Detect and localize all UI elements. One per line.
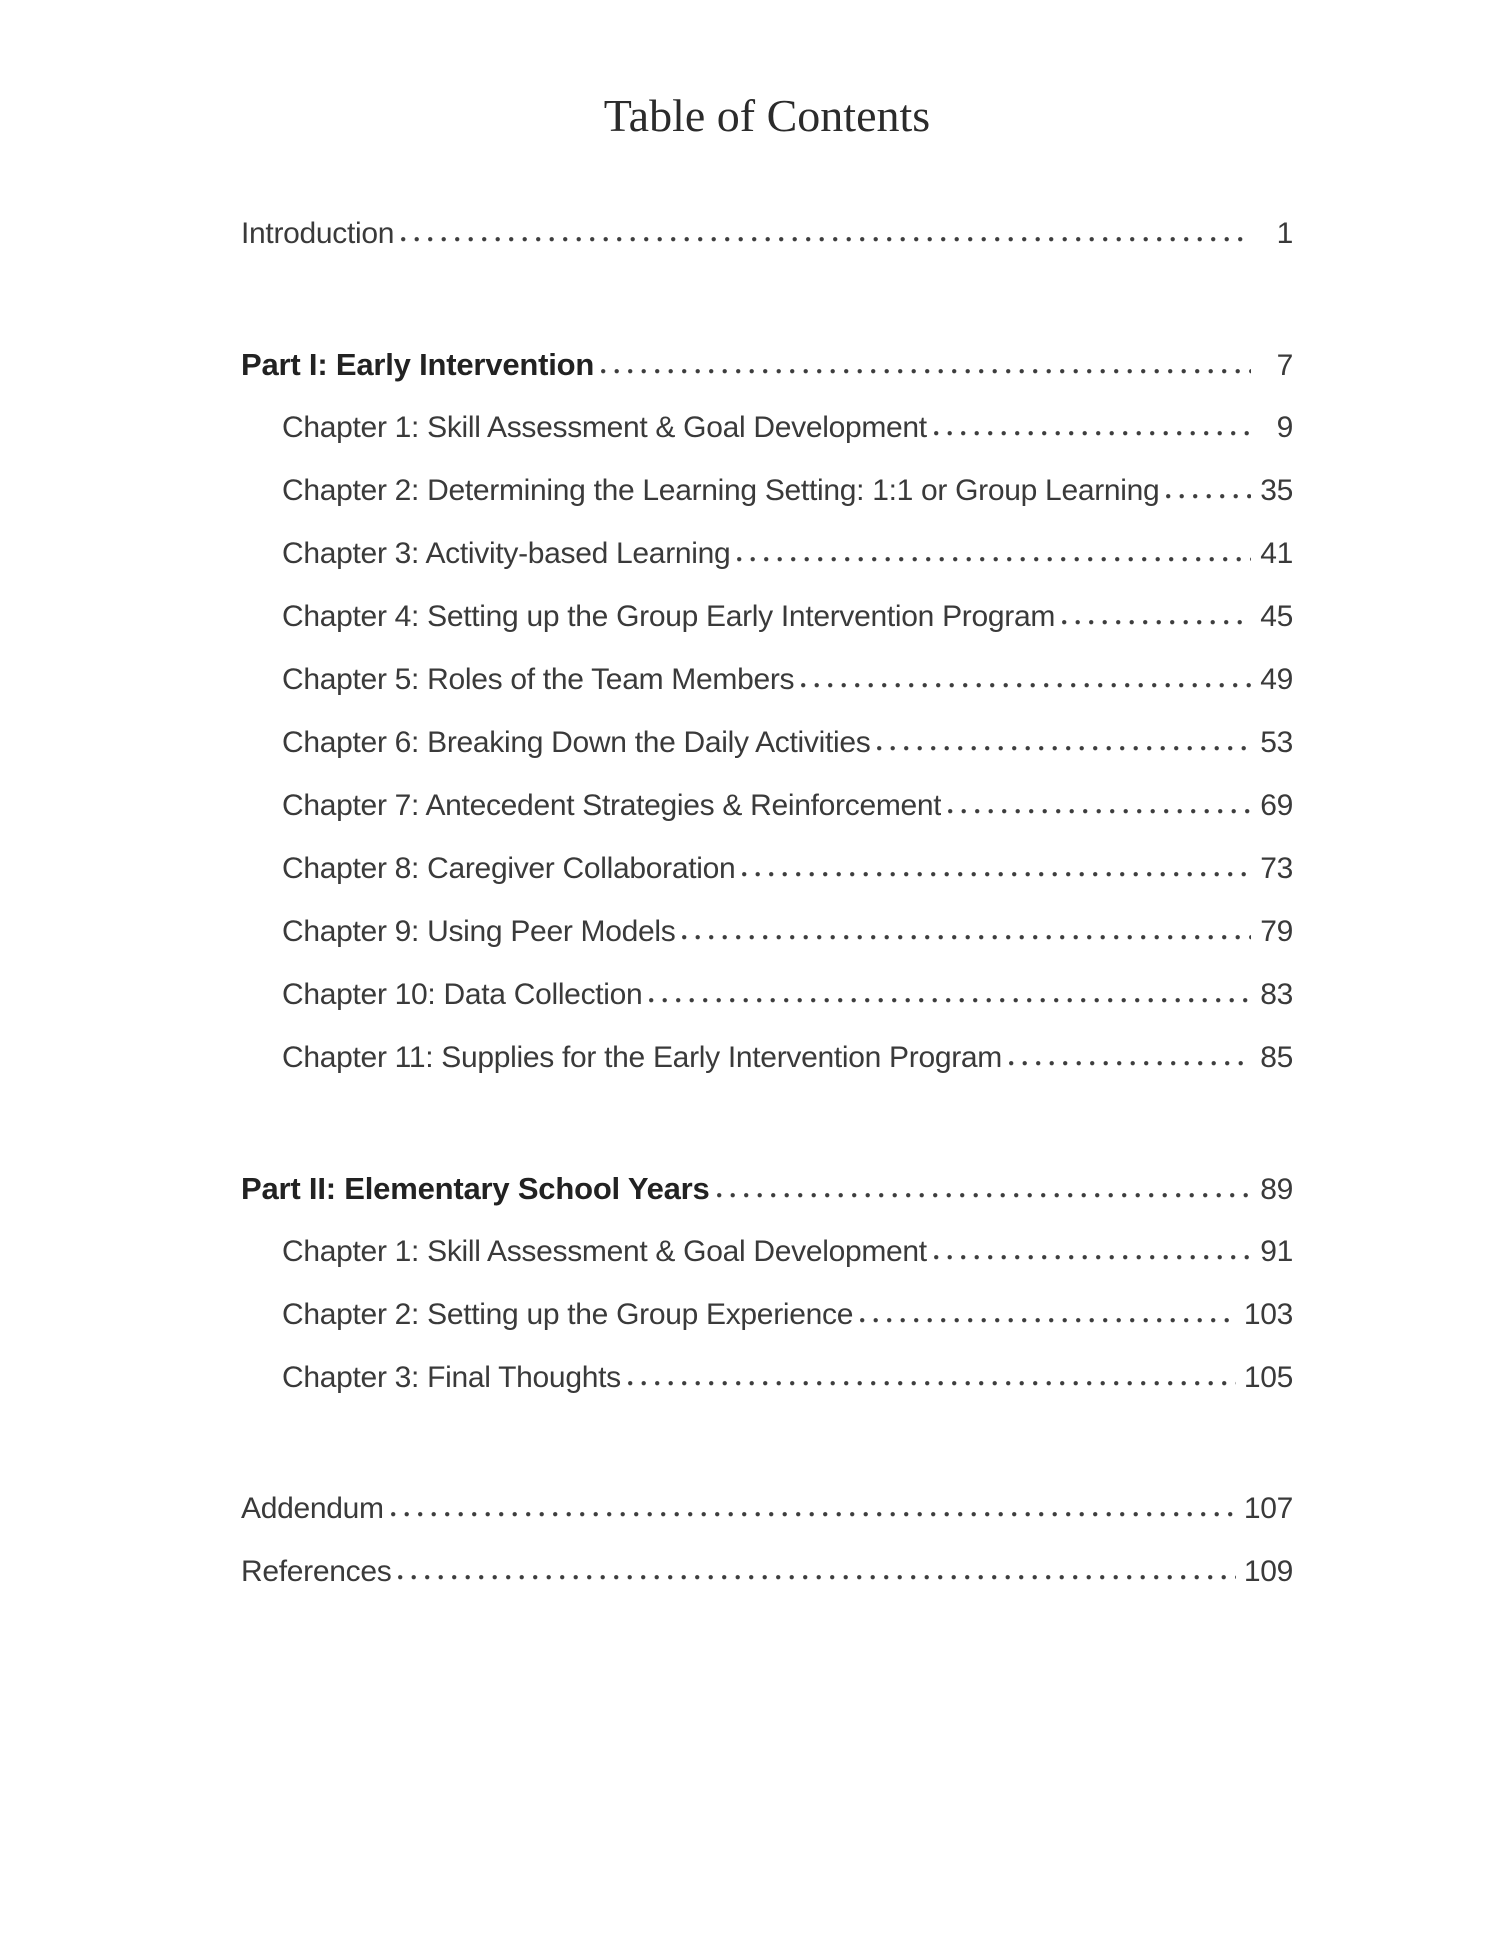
toc-entry <box>241 202 1293 265</box>
toc-entry <box>241 1346 1293 1409</box>
toc-entry <box>241 1220 1293 1283</box>
dot-leader <box>628 1380 1236 1387</box>
toc-entry-page: 49 <box>1260 663 1293 696</box>
toc-entry-label: Chapter 1: Skill Assessment & Goal Development <box>282 1235 927 1268</box>
toc-entry-page: 89 <box>1260 1173 1293 1206</box>
toc-entry <box>241 396 1293 459</box>
toc-entry-page: 79 <box>1260 915 1293 948</box>
dot-leader <box>401 236 1251 243</box>
toc-entry-page: 73 <box>1260 852 1293 885</box>
toc-entry <box>241 963 1293 1026</box>
dot-leader <box>860 1317 1236 1324</box>
toc-entry <box>241 1477 1293 1540</box>
toc-entry <box>241 900 1293 963</box>
dot-leader <box>682 934 1251 941</box>
toc-entry-page: 109 <box>1243 1555 1293 1588</box>
toc-entry-label: Chapter 4: Setting up the Group Early Intervention Program <box>282 600 1056 633</box>
dot-leader <box>934 1254 1251 1261</box>
toc-entry-label: Chapter 11: Supplies for the Early Intervention Program <box>282 1041 1002 1074</box>
dot-leader <box>1009 1060 1251 1067</box>
toc-entry <box>241 1157 1293 1220</box>
toc-entry <box>241 1026 1293 1089</box>
toc-entry-label: Chapter 2: Setting up the Group Experience <box>282 1298 854 1331</box>
toc-entry <box>241 774 1293 837</box>
toc-entry <box>241 585 1293 648</box>
toc-entry-page: 35 <box>1260 474 1293 507</box>
dot-leader <box>742 871 1251 878</box>
toc-entry <box>241 459 1293 522</box>
toc-entry-page: 41 <box>1260 537 1293 570</box>
toc-entry-label: Chapter 10: Data Collection <box>282 978 643 1011</box>
dot-leader <box>649 997 1251 1004</box>
dot-leader <box>717 1192 1251 1199</box>
table-of-contents <box>241 202 1293 1603</box>
toc-entry-page: 53 <box>1260 726 1293 759</box>
toc-entry-label: Chapter 6: Breaking Down the Daily Activities <box>282 726 871 759</box>
toc-entry-page: 105 <box>1243 1361 1293 1394</box>
toc-entry-label: Part I: Early Intervention <box>241 347 595 382</box>
toc-entry-label: References <box>241 1555 392 1588</box>
dot-leader <box>398 1574 1235 1581</box>
toc-entry <box>241 837 1293 900</box>
toc-entry-page: 45 <box>1260 600 1293 633</box>
dot-leader <box>1166 493 1251 500</box>
toc-entry <box>241 1540 1293 1603</box>
toc-entry-label: Chapter 8: Caregiver Collaboration <box>282 852 736 885</box>
toc-entry <box>241 711 1293 774</box>
toc-entry-page: 69 <box>1260 789 1293 822</box>
toc-entry-page: 107 <box>1243 1492 1293 1525</box>
toc-entry-page: 85 <box>1260 1041 1293 1074</box>
toc-entry-label: Chapter 9: Using Peer Models <box>282 915 676 948</box>
dot-leader <box>601 368 1251 375</box>
dot-leader <box>948 808 1251 815</box>
toc-entry-page: 91 <box>1260 1235 1293 1268</box>
toc-entry-page: 83 <box>1260 978 1293 1011</box>
toc-entry <box>241 522 1293 585</box>
toc-entry-label: Part II: Elementary School Years <box>241 1171 710 1206</box>
toc-entry-label: Chapter 3: Final Thoughts <box>282 1361 621 1394</box>
toc-entry-label: Introduction <box>241 217 395 250</box>
dot-leader <box>801 682 1251 689</box>
toc-entry-label: Addendum <box>241 1492 384 1525</box>
dot-leader <box>934 430 1251 437</box>
page-title: Table of Contents <box>603 90 931 141</box>
toc-entry <box>241 333 1293 396</box>
dot-leader <box>391 1511 1236 1518</box>
toc-entry-label: Chapter 2: Determining the Learning Setting: 1:1 or Group Learning <box>282 474 1160 507</box>
toc-entry <box>241 648 1293 711</box>
dot-leader <box>737 556 1251 563</box>
toc-entry-label: Chapter 5: Roles of the Team Members <box>282 663 795 696</box>
toc-entry-page: 7 <box>1276 349 1293 382</box>
toc-entry <box>241 1283 1293 1346</box>
toc-entry-page: 1 <box>1276 217 1293 250</box>
toc-entry-page: 103 <box>1243 1298 1293 1331</box>
toc-entry-label: Chapter 3: Activity-based Learning <box>282 537 731 570</box>
toc-entry-label: Chapter 7: Antecedent Strategies & Reinforcement <box>282 789 942 822</box>
dot-leader <box>1062 619 1251 626</box>
toc-entry-page: 9 <box>1276 411 1293 444</box>
toc-entry-label: Chapter 1: Skill Assessment & Goal Development <box>282 411 927 444</box>
dot-leader <box>877 745 1251 752</box>
